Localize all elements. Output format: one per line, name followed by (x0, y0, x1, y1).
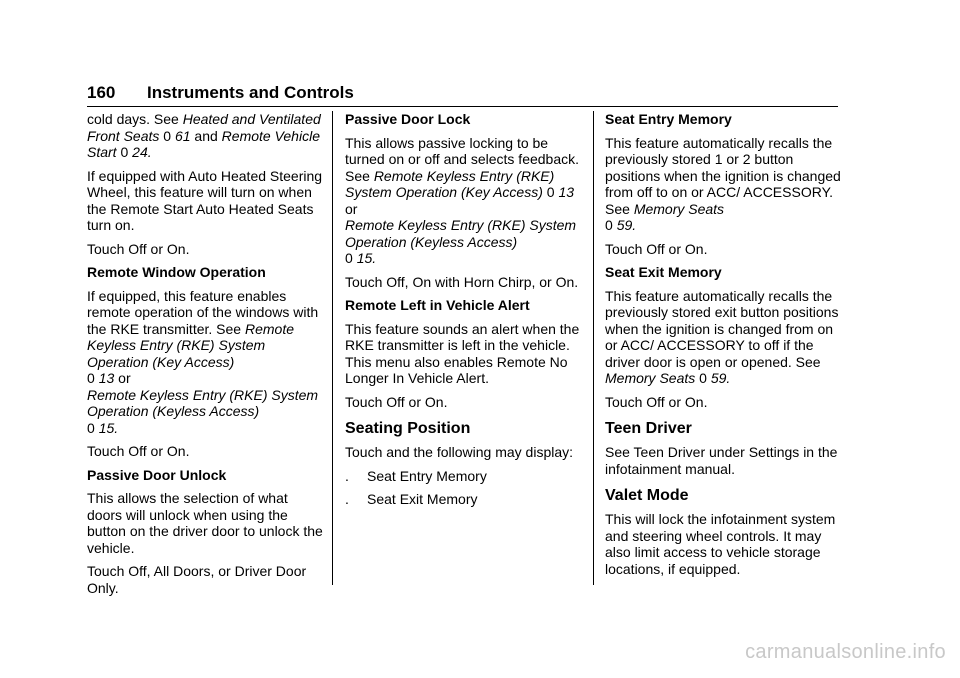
cross-reference-link[interactable]: Memory Seats (605, 370, 696, 386)
paragraph: This will lock the infotainment system and steering wheel controls. It may also limit access to vehicle storage locations, if equipped. (605, 511, 836, 577)
paragraph: cold days. See Heated and Ventilated Front Seats 0 61 and Remote Vehicle Start 0 24. (87, 111, 321, 160)
paragraph: Touch Off or On. (345, 393, 448, 410)
paragraph: See Teen Driver under Settings in the infotainment manual. (605, 444, 838, 477)
cross-reference-link[interactable]: Heated and Ventilated Front Seats (87, 111, 321, 144)
subheading-remote-left-in-vehicle-alert: Remote Left in Vehicle Alert (345, 297, 530, 313)
paragraph: This feature sounds an alert when the RKE transmitter is left in the vehicle. This menu also enables Remote No Longer In Vehicle Alert. (345, 320, 580, 386)
list-item-text: Seat Exit Memory (367, 491, 478, 507)
list-item-text: Seat Entry Memory (367, 467, 487, 484)
subheading-remote-window-operation: Remote Window Operation (87, 264, 266, 280)
column-divider-2 (593, 111, 594, 585)
cross-reference-link[interactable]: Remote Keyless Entry (RKE) System Operation (Key Access) (87, 320, 294, 370)
page-ref[interactable]: 59 (616, 217, 633, 233)
list-item (345, 491, 583, 508)
subheading-seat-exit-memory: Seat Exit Memory (605, 264, 722, 280)
paragraph: If equipped, this feature enables remote operation of the windows with the RKE transmitter. See Remote Keyless Entry (RKE) System Operation (Key Access) 0 13 or Remote Keyless Entry (RKE) System Operation (Keyless Access) 0 15. (87, 287, 319, 436)
paragraph: Touch Off, All Doors, or Driver Door Only. (87, 563, 307, 596)
page-ref[interactable]: 61 (174, 127, 191, 144)
section-title: Instruments and Controls (147, 83, 354, 102)
paragraph: This feature automatically recalls the previously stored 1 or 2 button positions when the ignition is changed from off to on or ACC/ ACCESSORY. See Memory Seats 0 59. (605, 134, 841, 233)
paragraph: Touch Off or On. (87, 240, 190, 257)
subheading-passive-door-unlock: Passive Door Unlock (87, 466, 227, 483)
bullet-mark: . (345, 467, 349, 484)
page-ref[interactable]: 24 (132, 144, 148, 160)
paragraph: This allows passive locking to be turned on or off and selects feedback. See Remote Keyless Entry (RKE) System Operation (Key Access) 0 13 or Remote Keyless Entry (RKE) System Operation (Keyless Access) 0 15. (345, 134, 580, 266)
paragraph: Touch Off or On. (87, 443, 190, 459)
column-1 (87, 111, 323, 603)
page-number: 160 (87, 83, 116, 102)
heading-teen-driver: Teen Driver (605, 420, 692, 437)
watermark: carmanualsonline.info (745, 641, 946, 663)
cross-reference-link[interactable]: Remote Keyless Entry (RKE) System Operation (Keyless Access) (345, 217, 577, 250)
bullet-mark: . (345, 491, 349, 507)
list-item (345, 468, 583, 485)
paragraph: This allows the selection of what doors will unlock when using the button on the driver door to unlock the vehicle. (87, 490, 323, 556)
subheading-seat-entry-memory: Seat Entry Memory (605, 111, 732, 127)
column-divider-1 (332, 111, 333, 585)
cross-reference-link[interactable]: Remote Keyless Entry (RKE) System Operation (Keyless Access) (87, 386, 319, 419)
cross-reference-link[interactable]: Remote Keyless Entry (RKE) System Operation (Key Access) (345, 167, 555, 200)
page-ref[interactable]: 15 (98, 419, 115, 436)
paragraph: Touch and the following may display: (345, 444, 574, 460)
paragraph: If equipped with Auto Heated Steering Wheel, this feature will turn on when the Remote Start Auto Heated Seats turn on. (87, 167, 323, 233)
cross-reference-link[interactable]: Remote Vehicle Start (87, 127, 320, 160)
paragraph: Touch Off or On. (605, 240, 708, 257)
page-ref[interactable]: 59 (710, 370, 727, 386)
column-3 (605, 111, 841, 584)
page-header (87, 80, 838, 107)
subheading-passive-door-lock: Passive Door Lock (345, 111, 471, 127)
column-2 (345, 111, 583, 515)
paragraph: Touch Off, On with Horn Chirp, or On. (345, 273, 579, 290)
page-ref[interactable]: 13 (558, 184, 575, 200)
page-ref[interactable]: 13 (98, 370, 115, 386)
paragraph: This feature automatically recalls the previously stored exit button positions when the ignition is changed from on or ACC/ ACCESSORY to off if the driver door is open or opened. See Memory Seats 0 59. (605, 287, 839, 386)
heading-valet-mode: Valet Mode (605, 487, 689, 504)
paragraph: Touch Off or On. (605, 393, 708, 410)
cross-reference-link[interactable]: Memory Seats (633, 200, 725, 217)
page-ref[interactable]: 15 (356, 250, 373, 266)
heading-seating-position: Seating Position (345, 420, 471, 437)
